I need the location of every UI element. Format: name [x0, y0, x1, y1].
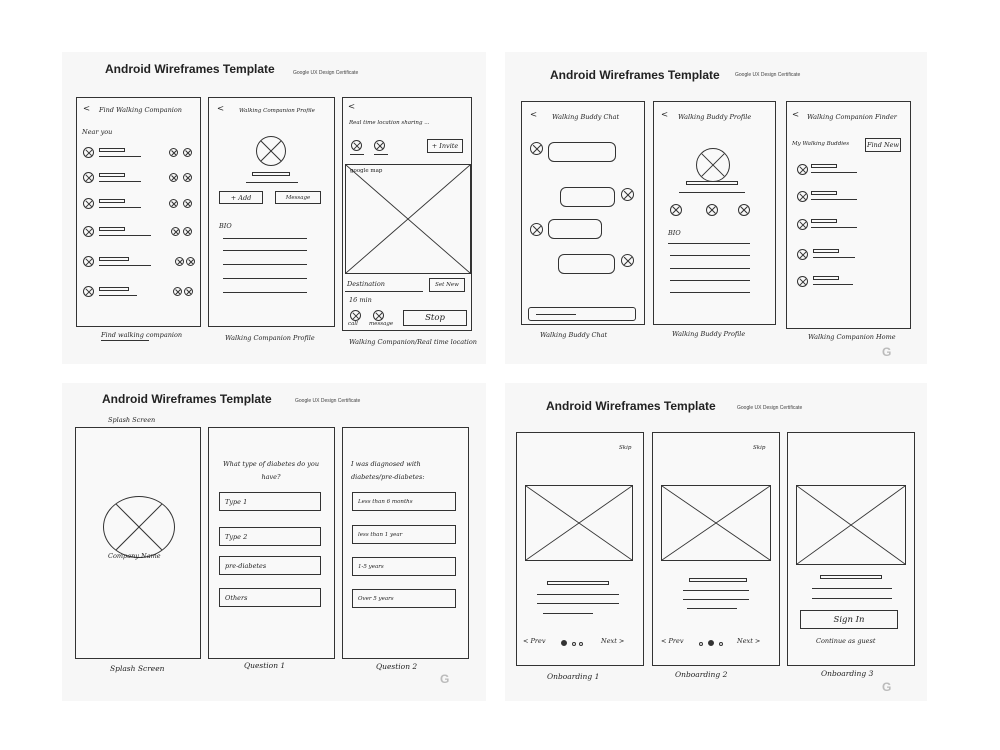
- company-name: Company Name: [108, 552, 161, 560]
- add-button[interactable]: [219, 191, 263, 204]
- sheet-title: Android Wireframes Template: [105, 62, 275, 76]
- bio-line: [670, 280, 750, 281]
- destination-line: [345, 291, 423, 292]
- message-button[interactable]: [275, 191, 321, 204]
- screen-title: Walking Buddy Chat: [552, 113, 620, 121]
- live-sharing-label: Real time location sharing ...: [349, 120, 430, 126]
- chat-bubble-incoming: [548, 219, 602, 239]
- avatar-icon: [530, 223, 543, 236]
- option-label: Type 1: [225, 497, 248, 506]
- sheet-title: Android Wireframes Template: [102, 392, 272, 406]
- text-line: [99, 181, 141, 182]
- profile-avatar-icon: [256, 136, 286, 166]
- accept-icon[interactable]: [169, 199, 178, 208]
- body-line: [812, 598, 892, 599]
- caption: Onboarding 1: [547, 672, 600, 681]
- chat-bubble-outgoing: [558, 254, 615, 274]
- bio-line: [223, 264, 307, 265]
- option-label: Less than 6 months: [358, 498, 413, 505]
- text-line: [99, 235, 151, 236]
- question-text: I was diagnosed with diabetes/pre-diabetes:: [351, 460, 425, 481]
- body-line: [543, 613, 593, 614]
- sheet-subtitle: Google UX Design Certificate: [295, 398, 361, 404]
- find-new-label: Find New: [866, 141, 900, 149]
- decline-icon[interactable]: [184, 287, 193, 296]
- frame-onboarding-2: [652, 432, 780, 666]
- text-line: [811, 227, 857, 228]
- caption: Walking Companion Profile: [225, 334, 315, 342]
- text-line: [99, 207, 141, 208]
- prev-button[interactable]: < Prev: [661, 637, 684, 645]
- caption: Onboarding 3: [821, 669, 874, 678]
- frame-live-location: [342, 97, 472, 331]
- page-dot-active: [708, 640, 714, 646]
- set-new-label: Set New: [435, 282, 459, 288]
- frame-buddy-chat: [521, 101, 645, 325]
- chat-bubble-incoming: [548, 142, 616, 162]
- option-less-6-months[interactable]: [352, 492, 456, 511]
- find-new-button[interactable]: [865, 138, 901, 152]
- prev-button[interactable]: < Prev: [523, 637, 546, 645]
- splash-label: Splash Screen: [108, 416, 156, 424]
- decline-icon[interactable]: [183, 173, 192, 182]
- image-placeholder: [525, 485, 633, 561]
- avatar-icon: [797, 219, 808, 230]
- frame-question-2: [342, 427, 469, 659]
- back-button[interactable]: <: [530, 110, 538, 120]
- back-button[interactable]: <: [792, 110, 800, 120]
- input-line: [536, 314, 576, 315]
- caption: Walking Companion/Real time location: [349, 338, 477, 346]
- skip-button[interactable]: Skip: [753, 445, 766, 451]
- call-label: call: [348, 321, 358, 327]
- text-line: [813, 257, 855, 258]
- text-line: [99, 156, 141, 157]
- option-label: 1-5 years: [358, 563, 384, 570]
- name-placeholder: [99, 227, 125, 231]
- continue-as-guest-link[interactable]: Continue as guest: [816, 637, 876, 645]
- action-icon[interactable]: [738, 204, 750, 216]
- message-icon[interactable]: [373, 310, 384, 321]
- caption: Splash Screen: [110, 664, 165, 673]
- underline: [374, 154, 388, 155]
- avatar-icon: [83, 172, 94, 183]
- frame-companion-finder: [786, 101, 911, 329]
- avatar-icon: [621, 188, 634, 201]
- image-placeholder: [796, 485, 906, 565]
- sheet-title: Android Wireframes Template: [550, 68, 720, 82]
- accept-icon[interactable]: [175, 257, 184, 266]
- name-placeholder: [99, 257, 129, 261]
- text-line: [813, 284, 853, 285]
- name-placeholder: [811, 191, 837, 195]
- avatar-icon: [83, 256, 94, 267]
- sheet-subtitle: Google UX Design Certificate: [293, 70, 359, 76]
- message-label: Message: [285, 194, 311, 201]
- message-label: message: [369, 321, 394, 327]
- accept-icon[interactable]: [173, 287, 182, 296]
- headline-placeholder: [689, 578, 747, 582]
- participant-icon: [351, 140, 362, 151]
- destination-label: Destination: [347, 280, 385, 288]
- name-placeholder: [813, 249, 839, 253]
- name-placeholder: [99, 199, 125, 203]
- underline: [350, 154, 364, 155]
- call-icon[interactable]: [350, 310, 361, 321]
- invite-label: + Invite: [431, 142, 459, 150]
- body-line: [537, 603, 619, 604]
- page-dot-active: [561, 640, 567, 646]
- option-type-1[interactable]: [219, 492, 321, 511]
- map-label: google map: [350, 168, 383, 174]
- sign-in-button[interactable]: [800, 610, 898, 629]
- option-less-1-year[interactable]: [352, 525, 456, 544]
- sheet-title: Android Wireframes Template: [546, 399, 716, 413]
- bio-label: BIO: [219, 222, 232, 230]
- chat-bubble-outgoing: [560, 187, 615, 207]
- caption: Walking Buddy Chat: [540, 331, 608, 339]
- body-line: [683, 590, 749, 591]
- caption: Question 1: [244, 661, 286, 670]
- bio-line: [670, 292, 750, 293]
- avatar-icon: [83, 147, 94, 158]
- bio-line: [223, 292, 307, 293]
- caption: Onboarding 2: [675, 670, 728, 679]
- google-g-logo: G: [882, 345, 892, 359]
- page-dot: [579, 642, 583, 646]
- bio-line: [668, 243, 750, 244]
- sign-in-label: Sign In: [833, 614, 865, 625]
- bio-line: [670, 268, 750, 269]
- text-line: [99, 265, 151, 266]
- accept-icon[interactable]: [171, 227, 180, 236]
- question-text: What type of diabetes do you have?: [222, 460, 320, 481]
- decline-icon[interactable]: [186, 257, 195, 266]
- next-button[interactable]: Next >: [737, 637, 761, 645]
- screen-title: Find Walking Companion: [99, 106, 182, 114]
- name-placeholder: [99, 148, 125, 152]
- text-line: [811, 199, 857, 200]
- avatar-icon: [530, 142, 543, 155]
- eta-label: 16 min: [349, 296, 372, 304]
- avatar-icon: [83, 286, 94, 297]
- profile-avatar-icon: [696, 148, 730, 182]
- frame-companion-profile: [208, 97, 335, 327]
- bio-line: [223, 250, 307, 251]
- set-new-button[interactable]: [429, 278, 465, 292]
- google-g-logo: G: [440, 672, 450, 686]
- near-you-label: Near you: [82, 128, 113, 136]
- back-button[interactable]: <: [348, 102, 356, 112]
- avatar-icon: [797, 276, 808, 287]
- caption: Find walking companion: [101, 331, 183, 339]
- map-placeholder[interactable]: [345, 164, 471, 274]
- stop-button[interactable]: [403, 310, 467, 326]
- avatar-icon: [797, 249, 808, 260]
- headline-placeholder: [547, 581, 609, 585]
- text-line: [99, 295, 137, 296]
- back-button[interactable]: <: [83, 104, 91, 114]
- option-label: pre-diabetes: [225, 561, 267, 570]
- frame-onboarding-1: [516, 432, 644, 666]
- back-button[interactable]: <: [661, 110, 669, 120]
- bio-line: [223, 278, 307, 279]
- option-label: less than 1 year: [358, 531, 403, 538]
- page-dot: [719, 642, 723, 646]
- frame-splash: [75, 427, 201, 659]
- frame-onboarding-3: [787, 432, 915, 666]
- bio-label: BIO: [668, 229, 681, 237]
- accept-icon[interactable]: [169, 173, 178, 182]
- option-type-2[interactable]: [219, 527, 321, 546]
- name-placeholder: [99, 173, 125, 177]
- headline-placeholder: [820, 575, 882, 579]
- screen-title: Walking Buddy Profile: [678, 113, 752, 121]
- body-line: [687, 608, 737, 609]
- avatar-icon: [621, 254, 634, 267]
- body-line: [683, 599, 749, 600]
- page-dot: [699, 642, 703, 646]
- decline-icon[interactable]: [183, 199, 192, 208]
- screen-title: Walking Companion Finder: [807, 113, 897, 121]
- name-placeholder: [686, 181, 738, 185]
- stop-label: Stop: [425, 313, 445, 323]
- frame-buddy-profile: [653, 101, 776, 325]
- strike-line: [101, 340, 149, 341]
- sheet-subtitle: Google UX Design Certificate: [737, 405, 803, 411]
- avatar-icon: [797, 164, 808, 175]
- action-icon[interactable]: [670, 204, 682, 216]
- caption: Question 2: [376, 662, 418, 671]
- option-label: Type 2: [225, 532, 248, 541]
- skip-button[interactable]: Skip: [619, 445, 632, 451]
- add-label: + Add: [230, 193, 252, 202]
- avatar-icon: [83, 226, 94, 237]
- invite-button[interactable]: [427, 139, 463, 153]
- option-1-5-years[interactable]: [352, 557, 456, 576]
- bio-line: [223, 238, 307, 239]
- body-line: [537, 594, 619, 595]
- page-dot: [572, 642, 576, 646]
- name-placeholder: [99, 287, 129, 291]
- text-line: [811, 172, 857, 173]
- option-pre-diabetes[interactable]: [219, 556, 321, 575]
- screen-title: Walking Companion Profile: [239, 108, 315, 114]
- caption: Walking Companion Home: [808, 333, 896, 341]
- option-others[interactable]: [219, 588, 321, 607]
- caption: Walking Buddy Profile: [672, 330, 746, 338]
- option-label: Over 5 years: [358, 595, 394, 602]
- option-label: Others: [225, 593, 248, 602]
- sheet-subtitle: Google UX Design Certificate: [735, 72, 801, 78]
- decline-icon[interactable]: [183, 227, 192, 236]
- name-placeholder: [811, 164, 837, 168]
- logo-placeholder-icon: [103, 496, 175, 558]
- my-buddies-label: My Walking Buddies: [792, 141, 850, 147]
- text-line: [246, 182, 298, 183]
- frame-find-companion: [76, 97, 201, 327]
- google-g-logo: G: [882, 680, 892, 694]
- frame-question-1: [208, 427, 335, 659]
- image-placeholder: [661, 485, 771, 561]
- name-placeholder: [813, 276, 839, 280]
- next-button[interactable]: Next >: [601, 637, 625, 645]
- accept-icon[interactable]: [169, 148, 178, 157]
- avatar-icon: [797, 191, 808, 202]
- name-placeholder: [811, 219, 837, 223]
- text-line: [679, 192, 745, 193]
- action-icon[interactable]: [706, 204, 718, 216]
- participant-icon: [374, 140, 385, 151]
- name-placeholder: [252, 172, 290, 176]
- back-button[interactable]: <: [217, 104, 225, 114]
- decline-icon[interactable]: [183, 148, 192, 157]
- bio-line: [670, 255, 750, 256]
- option-over-5-years[interactable]: [352, 589, 456, 608]
- avatar-icon: [83, 198, 94, 209]
- body-line: [812, 588, 892, 589]
